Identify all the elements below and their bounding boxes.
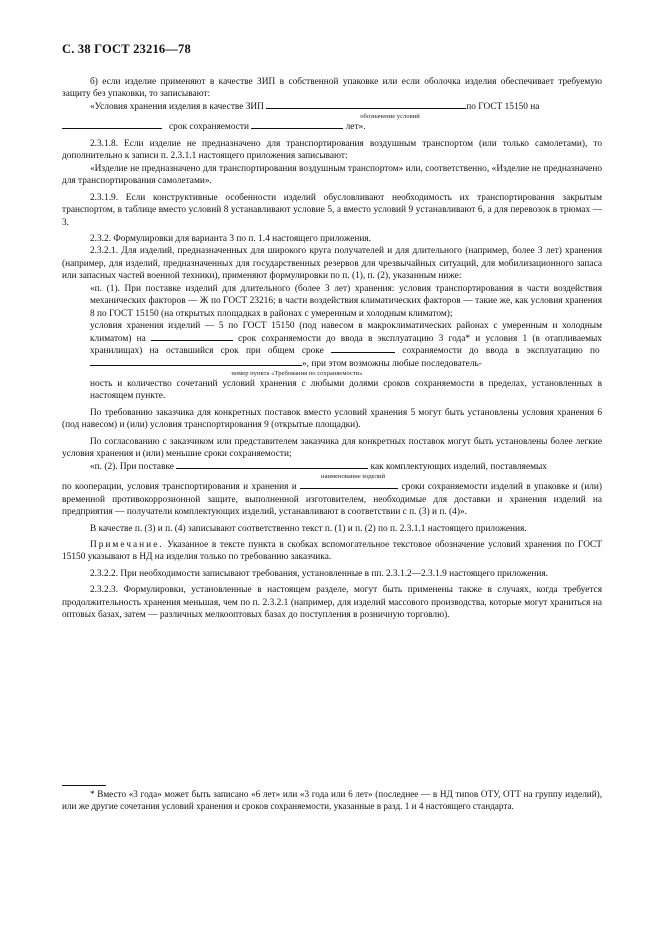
blank-field (266, 107, 466, 109)
blank-field (300, 487, 398, 489)
clause2-text-d: сроки сохраняемости изделий в упаковке и (или) временной противокоррозионной защите, выполненной изготовителем, необходимые для доставки и хранения изделий на предприятия — получатели комплектующих изделий, устанавливают в соответствии с п. (3) и п. (4)». (62, 482, 603, 518)
clause2-text-b: как комплектующих изделий, поставляемых (370, 461, 547, 472)
paragraph-clauses-3-4: В качестве п. (3) и п. (4) записывают соответственно текст п. (1) и п. (2) по п. 2.3.1.1 настоящего приложения. (90, 523, 527, 534)
storage-text-b: срок сохраняемости до ввода в эксплуатацию 3 года* и условия 1 (в отапливаемых хранилищах) на оставшийся срок при общем сроке (90, 333, 602, 357)
paragraph-2-3-2-2: 2.3.2.2. При необходимости записывают требования, установленные в пп. 2.3.1.2—2.3.1.9 настоящего приложения. (90, 568, 548, 579)
blank-field (176, 467, 368, 469)
paragraph-zip: б) если изделие применяют в качестве ЗИП в собственной упаковке или если оболочка изделия обеспечивает требуемую защиту без упаковки, то записывают: (62, 77, 602, 100)
storage-text-a: условия хранения изделий — 5 по ГОСТ 15150 (под навесом в макроклиматических районах с умеренным и холодным климатом) на (90, 321, 602, 344)
paragraph-zip-term (62, 121, 602, 133)
caption-wrap (182, 370, 412, 378)
paragraph-customer-request: По требованию заказчика для конкретных поставок вместо условий хранения 5 могут быть установлены условия хранения 6 (под навесом) и (или) условия транспортирования 9 (открытые площадки). (62, 407, 602, 431)
paragraph-2-3-2-1: 2.3.2.1. Для изделий, предназначенных для широкого круга получателей и для длительного (например, более 3 лет) хранения (например, для изделий, предназначенных для государственных резервов для чрезвычайных ситуаций, для мобилизационного запаса или запасных частей военной техники), применяют формулировки по п. (1), п. (2), указанным ниже: (62, 246, 602, 282)
caption-conditions: обозначение условий (360, 113, 420, 121)
caption-wrap (257, 473, 449, 481)
paragraph-clause-2 (62, 461, 602, 473)
paragraph-2-3-1-8-quote: «Изделие не предназначено для транспортирования воздушным транспортом» или, соответственно, «Изделие не предназначено для транспортирования самолетами». (62, 163, 602, 187)
note-label: Примечание. (90, 539, 164, 550)
paragraph-2-3-1-9: 2.3.1.9. Если конструктивные особенности изделий обусловливают необходимость их транспортирования закрытым транспортом, в таблице вместо условий 8 устанавливают условие 5, а вместо условий 9 устанавливают 6, а для перевозок в трюмах — 3. (62, 192, 602, 228)
caption-wrap (290, 113, 490, 121)
storage-text-d: », при этом возможны любые последователь- (302, 358, 482, 369)
paragraph-agreement: По согласованию с заказчиком или представителем заказчика для конкретных поставок могут быть установлены более легкие условия хранения и (или) меньшие сроки сохраняемости; (62, 436, 602, 460)
term-end: лет». (345, 122, 366, 133)
blank-field (62, 127, 162, 129)
footnote-divider (62, 785, 106, 786)
document-body (62, 76, 602, 622)
paragraph-storage-cont: ность и количество сочетаний условий хранения с любыми долями сроков сохраняемости в пределах, установленных в настоящем пункте. (90, 378, 602, 402)
paragraph-note (62, 539, 602, 564)
caption-item-name: наименование изделий (320, 473, 386, 481)
blank-field (251, 127, 343, 129)
footnote (62, 788, 602, 813)
blank-field (331, 351, 395, 353)
footnote-text: * Вместо «3 года» может быть записано «6 лет» или «3 года или 6 лет» (последнее — в НД типов ОТУ, ОТТ на группу изделий), или же другие сочетания условий хранения и сроков сохраняемости, указанные в разд. 1 и 4 настоящего стандарта. (62, 789, 602, 812)
clause2-text-c: по кооперации, условия транспортирования и хранения и (62, 482, 297, 493)
paragraph-clause-1: «п. (1). При поставке изделий для длительного (более 3 лет) хранения: условия транспортирования в части воздействия механических факторов — Ж по ГОСТ 23216; в части воздействия климатических факторов — такие же, как условия хранения 8 по ГОСТ 15150 (на открытых площадках в районах с умеренным и холодным климатом); (90, 283, 602, 319)
page-header: С. 38 ГОСТ 23216—78 (62, 42, 191, 56)
formula-end: по ГОСТ 15150 на (466, 101, 540, 112)
paragraph-storage-conditions (62, 320, 602, 370)
caption-item-number: номер пункта «Требования по сохраняемости» (231, 369, 363, 377)
formula-start: «Условия хранения изделия в качестве ЗИП (90, 101, 264, 112)
blank-field (151, 339, 233, 341)
term-label: срок сохраняемости (169, 122, 249, 133)
paragraph-zip-formula (62, 101, 602, 113)
blank-field (90, 364, 302, 366)
paragraph-2-3-2: 2.3.2. Формулировки для варианта 3 по п. 1.4 настоящего приложения. (90, 233, 371, 244)
storage-text-c: сохраняемости до ввода в эксплуатацию по (402, 346, 600, 357)
clause2-text-a: «п. (2). При поставке (90, 461, 174, 472)
note-text: Указанное в тексте пункта в скобках вспомогательное текстовое обозначение условий хранения по ГОСТ 15150 указывают в НД на изделия только по требованию заказчика. (62, 539, 602, 563)
paragraph-2-3-1-8: 2.3.1.8. Если изделие не предназначено для транспортирования воздушным транспортом (или только самолетами), то дополнительно к записи п. 2.3.1.1 настоящего приложения записывают: (62, 138, 602, 162)
paragraph-2-3-2-3: 2.3.2.3. Формулировки, установленные в настоящем разделе, могут быть применены также в случаях, когда требуется продолжительность хранения меньшая, чем по п. 2.3.2.1 (например, для изделий массового производства, которые могут храниться на оптовых базах, затем — различных мелкооптовых базах до поступления в розничную торговлю). (62, 585, 602, 621)
paragraph-clause-2-cont (62, 481, 602, 518)
